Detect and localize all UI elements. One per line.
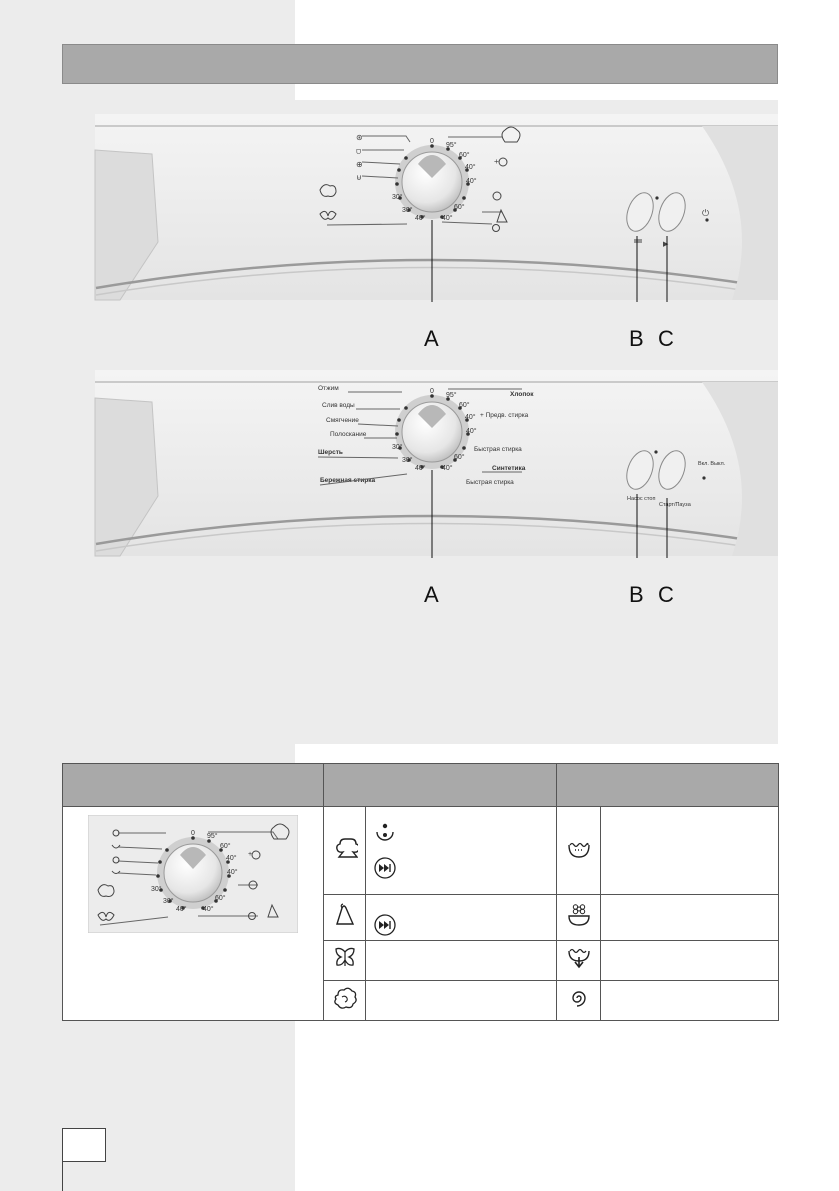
drain-icon xyxy=(566,945,592,971)
wool-options-cell xyxy=(366,981,557,1021)
callout-b-top: B xyxy=(629,326,644,351)
svg-text:+: + xyxy=(248,851,253,858)
svg-text:0: 0 xyxy=(430,388,434,395)
svg-text:40°: 40° xyxy=(203,906,214,913)
cotton-cell xyxy=(324,807,366,895)
svg-text:40°: 40° xyxy=(415,215,426,222)
label-wool: Шерсть xyxy=(318,449,343,456)
label-cotton: Хлопок xyxy=(510,391,534,398)
svg-text:30°: 30° xyxy=(163,898,174,905)
delicate-options-cell xyxy=(366,941,557,981)
svg-text:40°: 40° xyxy=(465,164,476,171)
svg-text:60°: 60° xyxy=(459,152,470,159)
dial-symbol-rinse: ⊍ xyxy=(356,173,362,182)
table-header-programs xyxy=(324,764,557,807)
delicate-butterfly-icon xyxy=(332,945,358,971)
label-prewash: + Предв. стирка xyxy=(480,412,529,419)
spin-icon xyxy=(566,985,592,1011)
dial-symbol-softener: ⊕ xyxy=(356,160,363,169)
synthetic-cell xyxy=(324,895,366,941)
svg-text:40°: 40° xyxy=(466,178,477,185)
svg-text:30°: 30° xyxy=(392,194,403,201)
dial-illustration-cell xyxy=(63,807,324,1021)
synthetic-icon xyxy=(332,902,358,928)
drain-text-cell xyxy=(601,941,779,981)
svg-text:95°: 95° xyxy=(446,142,457,149)
spin-cell xyxy=(557,981,601,1021)
wool-cell xyxy=(324,981,366,1021)
label-drain: Слив воды xyxy=(322,402,355,409)
softener-cell xyxy=(557,895,601,941)
cotton-options-cell xyxy=(366,807,557,895)
callout-c-bottom: C xyxy=(658,582,674,607)
svg-text:40°: 40° xyxy=(176,906,187,913)
label-delicate: Бережная стирка xyxy=(320,477,376,484)
start-pause-label: Старт/Пауза xyxy=(659,502,691,508)
svg-text:▶: ▶ xyxy=(663,241,669,248)
svg-text:30°: 30° xyxy=(402,207,413,214)
svg-text:60°: 60° xyxy=(454,204,465,211)
page-number-box xyxy=(62,1128,106,1162)
dial-symbol-spin: ⊛ xyxy=(356,133,363,142)
svg-text:30°: 30° xyxy=(151,886,162,893)
svg-text:⏻: ⏻ xyxy=(702,208,710,218)
table-row xyxy=(63,807,779,895)
label-quick-wash-2: Быстрая стирка xyxy=(466,479,514,486)
pump-stop-label: Насос стоп xyxy=(627,496,656,502)
page-margin-line xyxy=(62,1162,63,1191)
softener-icon xyxy=(566,902,592,928)
rinse-icon xyxy=(566,835,592,861)
label-spin: Отжим xyxy=(318,385,339,392)
svg-text:60°: 60° xyxy=(454,454,465,461)
label-softener: Смягчение xyxy=(326,417,359,424)
callout-a-bottom: A xyxy=(424,582,439,607)
table-header-dial xyxy=(63,764,324,807)
callout-a-top: A xyxy=(424,326,439,351)
label-synthetic: Синтетика xyxy=(492,465,526,472)
prewash-icon xyxy=(372,822,398,846)
drain-cell xyxy=(557,941,601,981)
rinse-cell xyxy=(557,807,601,895)
svg-text:30°: 30° xyxy=(392,444,403,451)
table-header-row xyxy=(63,764,779,807)
table-header-functions xyxy=(557,764,779,807)
quick-wash-icon xyxy=(372,856,398,880)
svg-text:40°: 40° xyxy=(227,869,238,876)
callout-b-bottom: B xyxy=(629,582,644,607)
softener-text-cell xyxy=(601,895,779,941)
power-indicator xyxy=(705,218,708,221)
svg-text:95°: 95° xyxy=(207,833,218,840)
dial-symbol-drain: ⩌ xyxy=(356,147,362,156)
prewash-plus: + xyxy=(494,157,499,166)
rinse-text-cell xyxy=(601,807,779,895)
synthetic-options-cell xyxy=(366,895,557,941)
svg-text:40°: 40° xyxy=(465,414,476,421)
delicate-cell xyxy=(324,941,366,981)
svg-text:40°: 40° xyxy=(442,465,453,472)
svg-text:40°: 40° xyxy=(415,465,426,472)
callout-c-top: C xyxy=(658,326,674,351)
svg-text:40°: 40° xyxy=(226,855,237,862)
program-symbol-table xyxy=(62,763,779,1021)
label-quick-wash-1: Быстрая стирка xyxy=(474,446,522,453)
label-rinse: Полоскание xyxy=(330,431,367,438)
dial-illustration xyxy=(88,815,298,933)
dial-temp-0: 0 xyxy=(430,138,434,145)
section-header-bar xyxy=(62,44,778,84)
wool-icon xyxy=(332,985,358,1011)
svg-text:40°: 40° xyxy=(466,428,477,435)
control-panel-text-photo xyxy=(62,368,778,558)
svg-text:60°: 60° xyxy=(220,843,231,850)
quick-wash-icon-synthetic xyxy=(372,913,398,937)
svg-text:0: 0 xyxy=(191,830,195,837)
svg-text:40°: 40° xyxy=(442,215,453,222)
svg-text:95°: 95° xyxy=(446,392,457,399)
svg-text:60°: 60° xyxy=(459,402,470,409)
spin-text-cell xyxy=(601,981,779,1021)
svg-text:30°: 30° xyxy=(402,457,413,464)
control-panel-symbols-photo xyxy=(62,112,778,302)
power-label: Вкл. Выкл. xyxy=(698,461,726,467)
svg-text:60°: 60° xyxy=(215,895,226,902)
cotton-icon xyxy=(332,835,358,861)
